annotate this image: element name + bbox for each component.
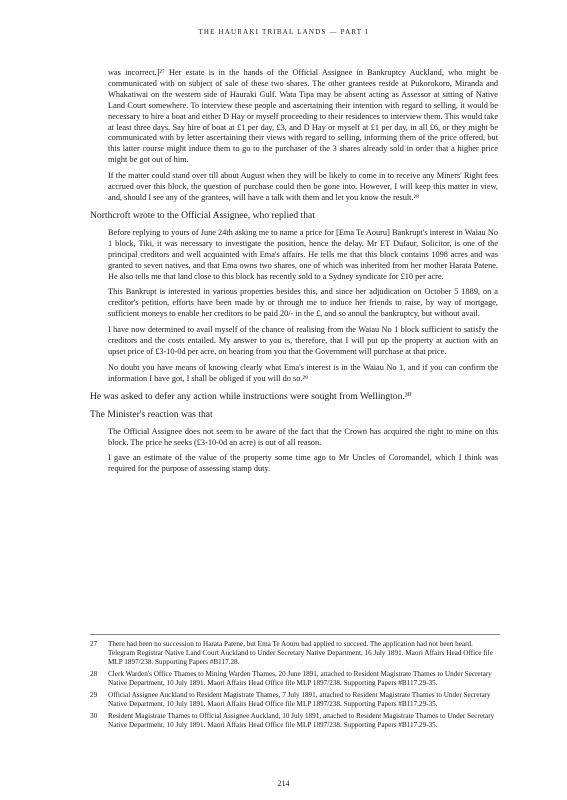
quote-paragraph: Before replying to yours of June 24th asking me to name a price for [Ema Te Aouru] Bankrupt's interest in Waiau No 1 block, Tiki, it was necessary to investigate the position, hence the delay. Mr ET Dufaur, Solicitor, is one of the principal creditors and well acquainted with Ema's affairs. He tells me that this block contains 1098 acres and was granted to seven natives, and that Ema owns two shares, one of which was inherited from her mother Harata Patene. He also tells me that land close to this block has recently sold to a Sydney syndicate for £10 per acre. bbox=[108, 227, 498, 281]
footnote-text: There had been no succession to Harata Patene, but Ema Te Aouru had applied to succeed. The application had not been heard. Telegram Registrar Native Land Court Auckland to Under Secretary Native Department, 16 July 1891. Maori Affairs Head Office file MLP 1897/238. Supporting Papers #B117.28. bbox=[108, 640, 493, 666]
body-paragraph: Northcroft wrote to the Official Assignee, who replied that bbox=[90, 209, 315, 221]
footnote-number: 30 bbox=[90, 712, 98, 720]
block-quote-2 bbox=[108, 228, 498, 385]
page-number: 214 bbox=[277, 779, 290, 788]
footnote-text: Resident Magistrate Thames to Official Assignee Auckland, 10 July 1891, attached to Resident Magistrate Thames to Under Secretary Native Department, 10 July 1891. Maori Affairs Head Office file MLP 1897/238. Supporting Papers #B117.29-35. bbox=[108, 712, 495, 729]
footnote-number: 27 bbox=[90, 640, 98, 648]
footnote-number: 28 bbox=[90, 670, 98, 678]
footnote-number: 29 bbox=[90, 691, 98, 699]
footnote bbox=[90, 640, 500, 667]
body-paragraph: The Minister's reaction was that bbox=[90, 408, 213, 420]
footnote bbox=[90, 670, 500, 688]
block-quote-3 bbox=[108, 427, 498, 476]
page-body bbox=[90, 68, 498, 480]
footnote-text: Official Assignee Auckland to Resident Magistrate Thames, 7 July 1891, attached to Resident Magistrate Thames to Under Secretary Native Department, 10 July 1891. Maori Affairs Head Office file MLP 1897/238. Supporting Papers #B117.29-35. bbox=[108, 691, 491, 708]
footnote bbox=[90, 712, 500, 730]
quote-paragraph: If the matter could stand over till about August when they will be likely to come in to receive any Miners' Right fees accrued over this block, the question of purchase could then be gone into. However, I will keep this matter in view, and, should I see any of the grantees, will have a talk with them and let you know the result.²⁸ bbox=[108, 171, 498, 202]
block-quote-1 bbox=[108, 68, 498, 204]
quote-paragraph: The Official Assignee does not seem to be aware of the fact that the Crown has acquired the right to mine on this block. The price he seeks (£3-10-0d an acre) is out of all reason. bbox=[108, 426, 498, 447]
footnote bbox=[90, 691, 500, 709]
quote-paragraph: No doubt you have means of knowing clearly what Ema's interest is in the Waiau No 1, and if you can confirm the information I have got, I shall be obliged if you will do so.²⁹ bbox=[108, 362, 498, 383]
quote-paragraph: I gave an estimate of the value of the property some time ago to Mr Uncles of Coromandel, which I think was required for the purpose of assessing stamp duty. bbox=[108, 453, 498, 474]
footnote-text: Clerk Warden's Office Thames to Mining Warden Thames, 20 June 1891, attached to Resident Magistrate Thames to Under Secretary Native Department, 10 July 1891. Maori Affairs Head Office file MLP 1897/238. Supporting Papers #B117.29-35. bbox=[108, 670, 492, 687]
footnotes bbox=[90, 634, 500, 733]
quote-paragraph: was incorrect.]²⁷ Her estate is in the hands of the Official Assignee in Bankruptcy Auckland, who might be communicated with on subject of sale of these two shares. The other grantees reside at Pukorokoro, Miranda and Whakatiwai on the western side of Hauraki Gulf. Wata Tipa may be absent acting as Assessor at sitting of Native Land Court somewhere. To interview these people and ascertaining their intention with regard to selling, it would be necessary to hire a boat and either D Hay or myself proceeding to their residences to interview them. This would take at least three days. Say hire of boat at £1 per day, £3, and D Hay or myself at £1 per day, in all £6, or they might be communicated with by letter ascertaining their views with regard to selling, informing them of the price offered, but this latter course might induce them to go to the purchaser of the 3 shares already sold in order that a higher price might be got out of him. bbox=[108, 68, 498, 165]
quote-paragraph: This Bankrupt is interested in various properties besides this, and since her adjudication on October 5 1889, on a creditor's petition, efforts have been made by or through me to induce her friends to raise, by way of mortgage, sufficient moneys to enable her creditors to be paid 20/- in the £, and so annul the bankruptcy, but without avail. bbox=[108, 287, 498, 319]
body-paragraph: He was asked to defer any action while instructions were sought from Wellington.³⁰ bbox=[90, 390, 412, 402]
quote-paragraph: I have now determined to avail myself of the chance of realising from the Waiau No 1 block sufficient to satisfy the creditors and the costs entailed. My answer to you is, therefore, that I will put up the property at auction with an upset price of £3-10-0d per acre, on hearing from you that the Government will purchase at that price. bbox=[108, 325, 498, 356]
running-header: THE HAURAKI TRIBAL LANDS — PART I bbox=[198, 28, 369, 36]
